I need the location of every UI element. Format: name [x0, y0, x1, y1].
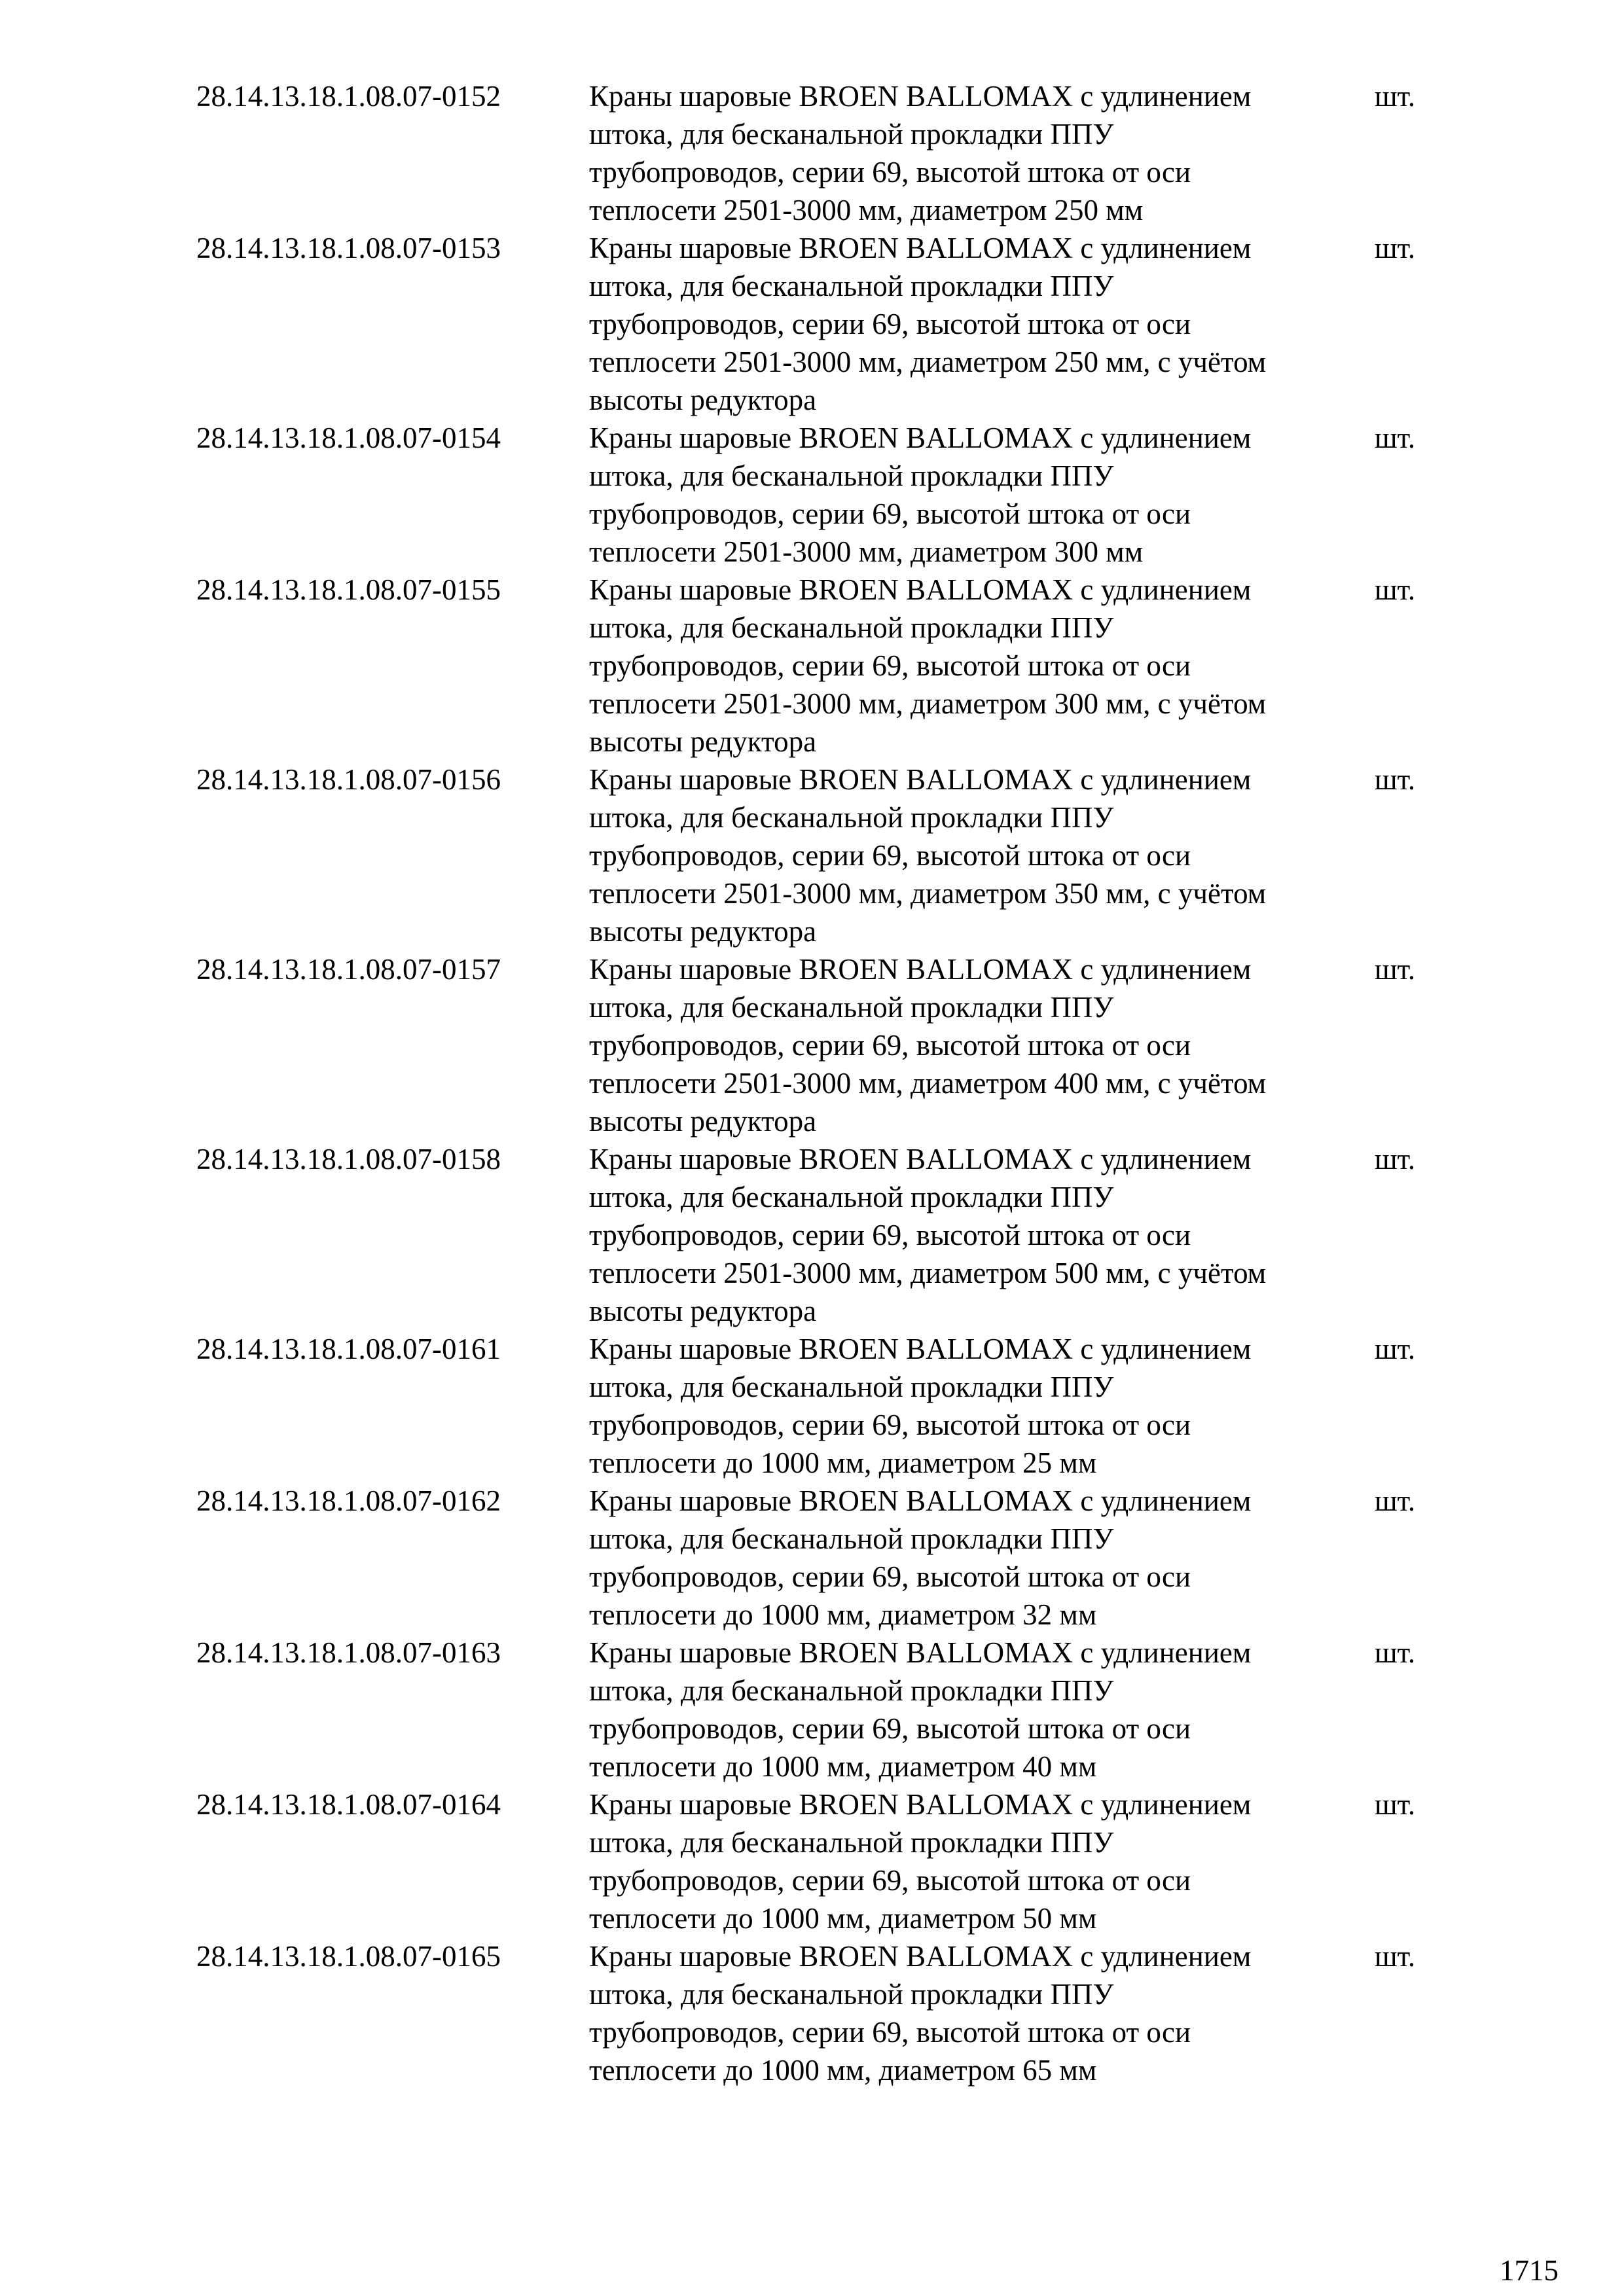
resource-description	[589, 229, 1375, 419]
table-row	[196, 1937, 1440, 2089]
resource-code: 28.14.13.18.1.08.07-0162	[196, 1484, 501, 1517]
description-line: теплосети 2501-3000 мм, диаметром 300 мм	[589, 535, 1144, 568]
description-line: теплосети 2501-3000 мм, диаметром 250 мм	[589, 194, 1144, 226]
unit-of-measure: шт.	[1375, 573, 1416, 606]
description-line: теплосети до 1000 мм, диаметром 32 мм	[589, 1598, 1097, 1631]
table-row	[196, 229, 1440, 419]
description-line: штока, для бесканальной прокладки ППУ	[589, 1371, 1114, 1403]
table-row	[196, 761, 1440, 950]
description-line: теплосети 2501-3000 мм, диаметром 500 мм, с учётом	[589, 1257, 1267, 1289]
description-line: штока, для бесканальной прокладки ППУ	[589, 118, 1114, 151]
resource-code: 28.14.13.18.1.08.07-0155	[196, 573, 501, 606]
description-line: штока, для бесканальной прокладки ППУ	[589, 1978, 1114, 2011]
description-line: высоты редуктора	[589, 384, 817, 416]
resource-code: 28.14.13.18.1.08.07-0161	[196, 1333, 501, 1365]
description-line: штока, для бесканальной прокладки ППУ	[589, 1674, 1114, 1707]
resource-code: 28.14.13.18.1.08.07-0158	[196, 1143, 501, 1175]
table-row	[196, 1785, 1440, 1937]
description-line: трубопроводов, серии 69, высотой штока от оси	[589, 156, 1191, 188]
description-line: штока, для бесканальной прокладки ППУ	[589, 1522, 1114, 1555]
description-line: штока, для бесканальной прокладки ППУ	[589, 801, 1114, 834]
resource-code: 28.14.13.18.1.08.07-0156	[196, 763, 501, 796]
description-line: Краны шаровые BROEN BALLOMAX с удлинением	[589, 1484, 1252, 1517]
resource-description	[589, 761, 1375, 950]
description-line: Краны шаровые BROEN BALLOMAX с удлинением	[589, 953, 1252, 986]
table-row	[196, 571, 1440, 761]
description-line: теплосети 2501-3000 мм, диаметром 250 мм, с учётом	[589, 346, 1267, 378]
description-line: трубопроводов, серии 69, высотой штока от оси	[589, 1560, 1191, 1593]
description-line: Краны шаровые BROEN BALLOMAX с удлинением	[589, 1940, 1252, 1973]
description-line: трубопроводов, серии 69, высотой штока от оси	[589, 649, 1191, 682]
description-line: трубопроводов, серии 69, высотой штока от оси	[589, 308, 1191, 340]
unit-of-measure: шт.	[1375, 1636, 1416, 1669]
unit-of-measure: шт.	[1375, 1484, 1416, 1517]
resource-list	[196, 77, 1440, 2089]
description-line: штока, для бесканальной прокладки ППУ	[589, 1181, 1114, 1213]
description-line: теплосети до 1000 мм, диаметром 65 мм	[589, 2054, 1097, 2087]
description-line: штока, для бесканальной прокладки ППУ	[589, 1826, 1114, 1859]
resource-description	[589, 1482, 1375, 1634]
description-line: трубопроводов, серии 69, высотой штока от оси	[589, 1864, 1191, 1897]
description-line: Краны шаровые BROEN BALLOMAX с удлинением	[589, 422, 1252, 454]
description-line: штока, для бесканальной прокладки ППУ	[589, 991, 1114, 1024]
table-row	[196, 1482, 1440, 1634]
unit-of-measure: шт.	[1375, 422, 1416, 454]
description-line: высоты редуктора	[589, 725, 817, 758]
description-line: штока, для бесканальной прокладки ППУ	[589, 270, 1114, 302]
table-row	[196, 1634, 1440, 1785]
description-line: штока, для бесканальной прокладки ППУ	[589, 611, 1114, 644]
description-line: трубопроводов, серии 69, высотой штока от оси	[589, 839, 1191, 872]
resource-code: 28.14.13.18.1.08.07-0164	[196, 1788, 501, 1821]
unit-of-measure: шт.	[1375, 80, 1416, 113]
description-line: теплосети 2501-3000 мм, диаметром 300 мм, с учётом	[589, 687, 1267, 720]
unit-of-measure: шт.	[1375, 1788, 1416, 1821]
resource-description	[589, 1937, 1375, 2089]
resource-description	[589, 571, 1375, 761]
resource-description	[589, 1634, 1375, 1785]
table-row	[196, 419, 1440, 571]
description-line: высоты редуктора	[589, 1105, 817, 1138]
description-line: Краны шаровые BROEN BALLOMAX с удлинением	[589, 573, 1252, 606]
description-line: Краны шаровые BROEN BALLOMAX с удлинением	[589, 80, 1252, 113]
unit-of-measure: шт.	[1375, 1143, 1416, 1175]
description-line: теплосети до 1000 мм, диаметром 50 мм	[589, 1902, 1097, 1935]
description-line: теплосети до 1000 мм, диаметром 25 мм	[589, 1446, 1097, 1479]
description-line: трубопроводов, серии 69, высотой штока от оси	[589, 2016, 1191, 2049]
resource-code: 28.14.13.18.1.08.07-0153	[196, 232, 501, 264]
unit-of-measure: шт.	[1375, 763, 1416, 796]
resource-description	[589, 1330, 1375, 1482]
description-line: высоты редуктора	[589, 915, 817, 948]
resource-code: 28.14.13.18.1.08.07-0163	[196, 1636, 501, 1669]
table-row	[196, 1140, 1440, 1330]
unit-of-measure: шт.	[1375, 1940, 1416, 1973]
description-line: теплосети до 1000 мм, диаметром 40 мм	[589, 1750, 1097, 1783]
description-line: трубопроводов, серии 69, высотой штока от оси	[589, 1219, 1191, 1251]
resource-description	[589, 1140, 1375, 1330]
description-line: высоты редуктора	[589, 1295, 817, 1327]
page-number: 1715	[1500, 2254, 1559, 2287]
unit-of-measure: шт.	[1375, 1333, 1416, 1365]
description-line: трубопроводов, серии 69, высотой штока от оси	[589, 1408, 1191, 1441]
table-row	[196, 950, 1440, 1140]
description-line: Краны шаровые BROEN BALLOMAX с удлинением	[589, 232, 1252, 264]
table-row	[196, 77, 1440, 229]
description-line: Краны шаровые BROEN BALLOMAX с удлинением	[589, 1143, 1252, 1175]
description-line: Краны шаровые BROEN BALLOMAX с удлинением	[589, 763, 1252, 796]
description-line: трубопроводов, серии 69, высотой штока от оси	[589, 497, 1191, 530]
unit-of-measure: шт.	[1375, 232, 1416, 264]
resource-code: 28.14.13.18.1.08.07-0154	[196, 422, 501, 454]
resource-code: 28.14.13.18.1.08.07-0165	[196, 1940, 501, 1973]
description-line: Краны шаровые BROEN BALLOMAX с удлинением	[589, 1636, 1252, 1669]
description-line: штока, для бесканальной прокладки ППУ	[589, 459, 1114, 492]
resource-description	[589, 950, 1375, 1140]
table-row	[196, 1330, 1440, 1482]
description-line: трубопроводов, серии 69, высотой штока от оси	[589, 1029, 1191, 1062]
description-line: теплосети 2501-3000 мм, диаметром 350 мм, с учётом	[589, 877, 1267, 910]
description-line: Краны шаровые BROEN BALLOMAX с удлинением	[589, 1788, 1252, 1821]
description-line: трубопроводов, серии 69, высотой штока от оси	[589, 1712, 1191, 1745]
resource-description	[589, 419, 1375, 571]
resource-description	[589, 77, 1375, 229]
resource-code: 28.14.13.18.1.08.07-0152	[196, 80, 501, 113]
resource-description	[589, 1785, 1375, 1937]
resource-code: 28.14.13.18.1.08.07-0157	[196, 953, 501, 986]
description-line: Краны шаровые BROEN BALLOMAX с удлинением	[589, 1333, 1252, 1365]
description-line: теплосети 2501-3000 мм, диаметром 400 мм, с учётом	[589, 1067, 1267, 1100]
unit-of-measure: шт.	[1375, 953, 1416, 986]
